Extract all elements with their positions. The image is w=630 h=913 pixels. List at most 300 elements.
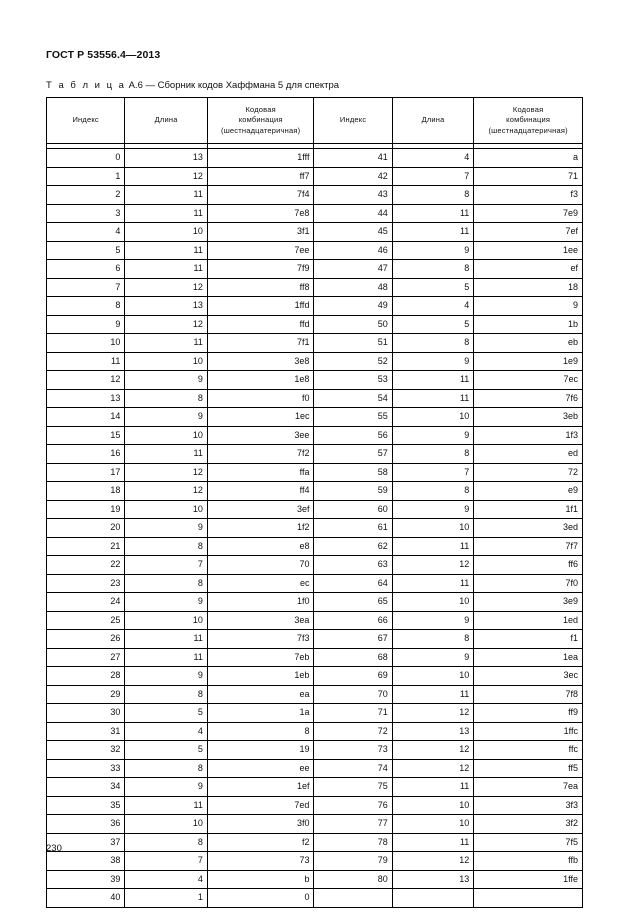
cell-code-left: 19 bbox=[207, 741, 314, 760]
cell-index-right: 50 bbox=[314, 315, 392, 334]
cell-index-right: 62 bbox=[314, 537, 392, 556]
cell-index-left: 25 bbox=[47, 611, 125, 630]
cell-length-right: 5 bbox=[392, 278, 473, 297]
cell-length-left: 4 bbox=[125, 870, 208, 889]
cell-code-left: f0 bbox=[207, 389, 314, 408]
cell-index-right: 70 bbox=[314, 685, 392, 704]
header-length-left: Длина bbox=[125, 98, 208, 144]
cell-index-left: 12 bbox=[47, 371, 125, 390]
cell-length-left: 10 bbox=[125, 352, 208, 371]
cell-index-left: 28 bbox=[47, 667, 125, 686]
cell-index-right: 59 bbox=[314, 482, 392, 501]
header-code-left bbox=[207, 98, 314, 144]
cell-code-right: 7f7 bbox=[474, 537, 583, 556]
table-row bbox=[47, 852, 583, 871]
cell-code-right: ff6 bbox=[474, 556, 583, 575]
cell-index-left: 13 bbox=[47, 389, 125, 408]
cell-index-left: 7 bbox=[47, 278, 125, 297]
header-length-right: Длина bbox=[392, 98, 473, 144]
cell-code-right: e9 bbox=[474, 482, 583, 501]
table-row bbox=[47, 167, 583, 186]
cell-index-right: 71 bbox=[314, 704, 392, 723]
table-row bbox=[47, 759, 583, 778]
cell-length-left: 8 bbox=[125, 833, 208, 852]
cell-length-right: 7 bbox=[392, 463, 473, 482]
cell-length-right: 8 bbox=[392, 334, 473, 353]
cell-index-left: 26 bbox=[47, 630, 125, 649]
cell-index-right: 58 bbox=[314, 463, 392, 482]
cell-code-left: ffa bbox=[207, 463, 314, 482]
cell-length-left: 7 bbox=[125, 556, 208, 575]
cell-code-right: 7ef bbox=[474, 223, 583, 242]
cell-length-right: 9 bbox=[392, 426, 473, 445]
table-header-row bbox=[47, 98, 583, 144]
table-row bbox=[47, 278, 583, 297]
cell-code-right: 3ed bbox=[474, 519, 583, 538]
cell-index-right: 60 bbox=[314, 500, 392, 519]
header-index-left: Индекс bbox=[47, 98, 125, 144]
cell-code-left: 1fff bbox=[207, 149, 314, 168]
cell-length-right: 5 bbox=[392, 315, 473, 334]
cell-length-right: 10 bbox=[392, 815, 473, 834]
cell-index-left: 22 bbox=[47, 556, 125, 575]
cell-code-right: eb bbox=[474, 334, 583, 353]
cell-index-right: 57 bbox=[314, 445, 392, 464]
cell-code-left: 1ef bbox=[207, 778, 314, 797]
cell-length-left: 13 bbox=[125, 297, 208, 316]
cell-code-right: 3ec bbox=[474, 667, 583, 686]
table-row bbox=[47, 593, 583, 612]
cell-length-right: 12 bbox=[392, 704, 473, 723]
header-code-line3: (шестнадцатеричная) bbox=[488, 125, 568, 135]
cell-code-right: ed bbox=[474, 445, 583, 464]
cell-length-left: 11 bbox=[125, 334, 208, 353]
cell-length-left: 11 bbox=[125, 648, 208, 667]
cell-index-left: 39 bbox=[47, 870, 125, 889]
cell-index-left: 32 bbox=[47, 741, 125, 760]
cell-length-left: 12 bbox=[125, 278, 208, 297]
cell-index-left: 18 bbox=[47, 482, 125, 501]
table-row bbox=[47, 796, 583, 815]
cell-code-right: 9 bbox=[474, 297, 583, 316]
cell-code-left: 8 bbox=[207, 722, 314, 741]
cell-index-right: 69 bbox=[314, 667, 392, 686]
cell-code-right: 7f6 bbox=[474, 389, 583, 408]
table-row bbox=[47, 722, 583, 741]
cell-code-left: ea bbox=[207, 685, 314, 704]
cell-length-left: 7 bbox=[125, 852, 208, 871]
header-code-line3: (шестнадцатеричная) bbox=[221, 125, 301, 135]
cell-length-left: 8 bbox=[125, 574, 208, 593]
cell-code-left: 3ef bbox=[207, 500, 314, 519]
cell-index-right: 48 bbox=[314, 278, 392, 297]
cell-length-left: 12 bbox=[125, 315, 208, 334]
cell-index-right: 46 bbox=[314, 241, 392, 260]
cell-code-left: 7f4 bbox=[207, 186, 314, 205]
cell-code-right: 1f3 bbox=[474, 426, 583, 445]
cell-index-right: 65 bbox=[314, 593, 392, 612]
cell-code-right: 1ee bbox=[474, 241, 583, 260]
cell-code-left: 1e8 bbox=[207, 371, 314, 390]
cell-code-right: 3f3 bbox=[474, 796, 583, 815]
cell-length-left: 8 bbox=[125, 685, 208, 704]
cell-index-left: 35 bbox=[47, 796, 125, 815]
cell-code-left: ff7 bbox=[207, 167, 314, 186]
cell-index-left: 11 bbox=[47, 352, 125, 371]
table-row bbox=[47, 223, 583, 242]
table-row bbox=[47, 574, 583, 593]
cell-code-right: 1f1 bbox=[474, 500, 583, 519]
cell-code-right: 18 bbox=[474, 278, 583, 297]
table-row bbox=[47, 741, 583, 760]
cell-length-right: 11 bbox=[392, 574, 473, 593]
table-row bbox=[47, 482, 583, 501]
cell-length-left: 10 bbox=[125, 426, 208, 445]
cell-code-right: 72 bbox=[474, 463, 583, 482]
cell-index-right: 75 bbox=[314, 778, 392, 797]
cell-index-left: 40 bbox=[47, 889, 125, 908]
cell-index-left: 14 bbox=[47, 408, 125, 427]
cell-length-right: 4 bbox=[392, 297, 473, 316]
cell-index-right: 78 bbox=[314, 833, 392, 852]
cell-length-right: 4 bbox=[392, 149, 473, 168]
cell-length-left: 5 bbox=[125, 741, 208, 760]
cell-index-right: 76 bbox=[314, 796, 392, 815]
cell-length-left: 12 bbox=[125, 167, 208, 186]
cell-length-left: 1 bbox=[125, 889, 208, 908]
cell-index-left: 2 bbox=[47, 186, 125, 205]
header-code-line2: комбинация bbox=[506, 115, 551, 125]
cell-index-right: 42 bbox=[314, 167, 392, 186]
cell-length-left: 10 bbox=[125, 223, 208, 242]
table-row bbox=[47, 445, 583, 464]
cell-index-right: 56 bbox=[314, 426, 392, 445]
cell-length-right: 8 bbox=[392, 630, 473, 649]
cell-code-left: ee bbox=[207, 759, 314, 778]
table-caption-text: А.6 — Сборник кодов Хаффмана 5 для спектра bbox=[125, 80, 340, 91]
cell-code-right: ef bbox=[474, 260, 583, 279]
cell-index-right: 68 bbox=[314, 648, 392, 667]
cell-length-right: 9 bbox=[392, 648, 473, 667]
table-row bbox=[47, 889, 583, 908]
cell-index-left: 36 bbox=[47, 815, 125, 834]
cell-code-left: 70 bbox=[207, 556, 314, 575]
table-row bbox=[47, 630, 583, 649]
cell-code-left: b bbox=[207, 870, 314, 889]
cell-code-left: 3e8 bbox=[207, 352, 314, 371]
header-code-line1: Кодовая bbox=[245, 105, 276, 115]
table-caption bbox=[46, 80, 339, 91]
cell-index-right: 66 bbox=[314, 611, 392, 630]
cell-code-right: 1ed bbox=[474, 611, 583, 630]
cell-index-left: 24 bbox=[47, 593, 125, 612]
cell-code-right: ffc bbox=[474, 741, 583, 760]
cell-length-left: 8 bbox=[125, 389, 208, 408]
cell-code-right: 7f8 bbox=[474, 685, 583, 704]
cell-code-right: ff9 bbox=[474, 704, 583, 723]
cell-code-left: 7f1 bbox=[207, 334, 314, 353]
table-row bbox=[47, 611, 583, 630]
cell-length-right: 13 bbox=[392, 722, 473, 741]
cell-length-right: 8 bbox=[392, 445, 473, 464]
cell-code-right: 71 bbox=[474, 167, 583, 186]
cell-index-right: 63 bbox=[314, 556, 392, 575]
table-row bbox=[47, 149, 583, 168]
table-row bbox=[47, 463, 583, 482]
cell-length-right: 8 bbox=[392, 260, 473, 279]
cell-length-right: 11 bbox=[392, 833, 473, 852]
cell-index-right: 61 bbox=[314, 519, 392, 538]
table-row bbox=[47, 815, 583, 834]
document-header: ГОСТ Р 53556.4—2013 bbox=[46, 49, 161, 61]
cell-index-left: 37 bbox=[47, 833, 125, 852]
table-row bbox=[47, 186, 583, 205]
cell-length-left: 10 bbox=[125, 500, 208, 519]
table-row bbox=[47, 778, 583, 797]
table-row bbox=[47, 519, 583, 538]
table-row bbox=[47, 537, 583, 556]
table-row bbox=[47, 371, 583, 390]
page-number: 230 bbox=[46, 843, 62, 854]
cell-length-left: 9 bbox=[125, 519, 208, 538]
cell-index-right: 52 bbox=[314, 352, 392, 371]
cell-length-right: 9 bbox=[392, 611, 473, 630]
cell-index-left: 21 bbox=[47, 537, 125, 556]
cell-length-left: 9 bbox=[125, 667, 208, 686]
cell-length-left: 11 bbox=[125, 186, 208, 205]
cell-index-left: 6 bbox=[47, 260, 125, 279]
cell-code-left: 1f2 bbox=[207, 519, 314, 538]
table-row bbox=[47, 556, 583, 575]
cell-length-right: 12 bbox=[392, 759, 473, 778]
cell-length-left: 11 bbox=[125, 796, 208, 815]
cell-length-right: 7 bbox=[392, 167, 473, 186]
cell-index-right: 55 bbox=[314, 408, 392, 427]
cell-length-left: 9 bbox=[125, 593, 208, 612]
cell-index-left: 29 bbox=[47, 685, 125, 704]
cell-code-left: 3f1 bbox=[207, 223, 314, 242]
cell-index-left: 30 bbox=[47, 704, 125, 723]
cell-length-right: 9 bbox=[392, 352, 473, 371]
cell-index-right: 80 bbox=[314, 870, 392, 889]
cell-code-right: 1ea bbox=[474, 648, 583, 667]
cell-code-left: 7ed bbox=[207, 796, 314, 815]
cell-length-left: 12 bbox=[125, 482, 208, 501]
cell-length-right: 12 bbox=[392, 741, 473, 760]
table-row bbox=[47, 408, 583, 427]
cell-index-left: 1 bbox=[47, 167, 125, 186]
cell-code-left: e8 bbox=[207, 537, 314, 556]
cell-code-right: 1ffe bbox=[474, 870, 583, 889]
cell-length-left: 11 bbox=[125, 630, 208, 649]
cell-length-right: 13 bbox=[392, 870, 473, 889]
cell-code-right: 3e9 bbox=[474, 593, 583, 612]
cell-code-left: ec bbox=[207, 574, 314, 593]
cell-code-right: 3eb bbox=[474, 408, 583, 427]
cell-index-right: 53 bbox=[314, 371, 392, 390]
cell-code-right: 7ec bbox=[474, 371, 583, 390]
cell-code-left: 0 bbox=[207, 889, 314, 908]
cell-length-right: 10 bbox=[392, 796, 473, 815]
cell-index-left: 23 bbox=[47, 574, 125, 593]
cell-length-right: 12 bbox=[392, 852, 473, 871]
table-row bbox=[47, 667, 583, 686]
cell-length-left: 9 bbox=[125, 778, 208, 797]
table-caption-prefix: Т а б л и ц а bbox=[46, 80, 126, 91]
cell-length-right: 9 bbox=[392, 241, 473, 260]
cell-index-left: 16 bbox=[47, 445, 125, 464]
cell-length-right: 11 bbox=[392, 685, 473, 704]
cell-index-right: 79 bbox=[314, 852, 392, 871]
cell-code-left: 73 bbox=[207, 852, 314, 871]
cell-length-left: 11 bbox=[125, 445, 208, 464]
header-index-right: Индекс bbox=[314, 98, 392, 144]
cell-index-right: 77 bbox=[314, 815, 392, 834]
cell-code-left: ff4 bbox=[207, 482, 314, 501]
cell-code-left: 1a bbox=[207, 704, 314, 723]
cell-code-left: 7e8 bbox=[207, 204, 314, 223]
cell-length-left: 12 bbox=[125, 463, 208, 482]
table-row bbox=[47, 241, 583, 260]
cell-code-left: 1eb bbox=[207, 667, 314, 686]
header-code-line2: комбинация bbox=[238, 115, 283, 125]
cell-code-right: f3 bbox=[474, 186, 583, 205]
cell-length-right: 11 bbox=[392, 537, 473, 556]
table-row bbox=[47, 648, 583, 667]
cell-length-left: 10 bbox=[125, 611, 208, 630]
table-row bbox=[47, 685, 583, 704]
cell-index-left: 4 bbox=[47, 223, 125, 242]
cell-index-left: 5 bbox=[47, 241, 125, 260]
cell-index-right bbox=[314, 889, 392, 908]
cell-length-right: 12 bbox=[392, 556, 473, 575]
cell-code-left: 7eb bbox=[207, 648, 314, 667]
cell-code-left: 1f0 bbox=[207, 593, 314, 612]
cell-index-left: 20 bbox=[47, 519, 125, 538]
cell-index-left: 0 bbox=[47, 149, 125, 168]
cell-index-right: 44 bbox=[314, 204, 392, 223]
cell-index-right: 41 bbox=[314, 149, 392, 168]
cell-length-left: 9 bbox=[125, 408, 208, 427]
cell-code-right: 3f2 bbox=[474, 815, 583, 834]
cell-length-left: 10 bbox=[125, 815, 208, 834]
cell-index-right: 45 bbox=[314, 223, 392, 242]
cell-index-left: 33 bbox=[47, 759, 125, 778]
table-row bbox=[47, 389, 583, 408]
table-row bbox=[47, 204, 583, 223]
cell-index-left: 3 bbox=[47, 204, 125, 223]
cell-length-left: 4 bbox=[125, 722, 208, 741]
cell-length-right: 10 bbox=[392, 593, 473, 612]
cell-code-right: 7ea bbox=[474, 778, 583, 797]
cell-code-left: 3ea bbox=[207, 611, 314, 630]
cell-index-left: 31 bbox=[47, 722, 125, 741]
cell-code-left: 3ee bbox=[207, 426, 314, 445]
cell-code-right: ff5 bbox=[474, 759, 583, 778]
cell-code-left: f2 bbox=[207, 833, 314, 852]
table-row bbox=[47, 352, 583, 371]
cell-code-left: 7f2 bbox=[207, 445, 314, 464]
cell-code-right: 1e9 bbox=[474, 352, 583, 371]
cell-code-left: 7f3 bbox=[207, 630, 314, 649]
cell-code-right: f1 bbox=[474, 630, 583, 649]
cell-length-right: 8 bbox=[392, 482, 473, 501]
cell-length-left: 9 bbox=[125, 371, 208, 390]
cell-index-left: 15 bbox=[47, 426, 125, 445]
cell-index-right: 43 bbox=[314, 186, 392, 205]
table-row bbox=[47, 334, 583, 353]
cell-length-left: 11 bbox=[125, 204, 208, 223]
cell-length-right: 11 bbox=[392, 204, 473, 223]
cell-index-left: 38 bbox=[47, 852, 125, 871]
cell-code-left: 7ee bbox=[207, 241, 314, 260]
cell-code-right: a bbox=[474, 149, 583, 168]
table-row bbox=[47, 297, 583, 316]
cell-length-right: 11 bbox=[392, 223, 473, 242]
table-row bbox=[47, 704, 583, 723]
cell-length-right bbox=[392, 889, 473, 908]
cell-code-left: 1ec bbox=[207, 408, 314, 427]
cell-index-left: 10 bbox=[47, 334, 125, 353]
cell-index-left: 27 bbox=[47, 648, 125, 667]
cell-length-left: 11 bbox=[125, 260, 208, 279]
cell-index-right: 72 bbox=[314, 722, 392, 741]
cell-code-right: 7f5 bbox=[474, 833, 583, 852]
cell-index-right: 67 bbox=[314, 630, 392, 649]
cell-length-left: 8 bbox=[125, 537, 208, 556]
cell-code-right: 7e9 bbox=[474, 204, 583, 223]
cell-index-right: 49 bbox=[314, 297, 392, 316]
cell-length-right: 9 bbox=[392, 500, 473, 519]
cell-length-left: 8 bbox=[125, 759, 208, 778]
cell-index-right: 51 bbox=[314, 334, 392, 353]
table-row bbox=[47, 260, 583, 279]
table-row bbox=[47, 426, 583, 445]
cell-code-left: 3f0 bbox=[207, 815, 314, 834]
header-code-right bbox=[474, 98, 583, 144]
cell-code-left: 1ffd bbox=[207, 297, 314, 316]
cell-length-left: 5 bbox=[125, 704, 208, 723]
cell-code-right bbox=[474, 889, 583, 908]
cell-code-right: 7f0 bbox=[474, 574, 583, 593]
cell-length-right: 11 bbox=[392, 778, 473, 797]
cell-length-right: 10 bbox=[392, 519, 473, 538]
cell-index-left: 34 bbox=[47, 778, 125, 797]
cell-index-left: 17 bbox=[47, 463, 125, 482]
cell-index-right: 54 bbox=[314, 389, 392, 408]
cell-index-right: 47 bbox=[314, 260, 392, 279]
cell-index-right: 64 bbox=[314, 574, 392, 593]
table-row bbox=[47, 870, 583, 889]
cell-code-right: ffb bbox=[474, 852, 583, 871]
table-row bbox=[47, 833, 583, 852]
cell-length-right: 8 bbox=[392, 186, 473, 205]
table-row bbox=[47, 315, 583, 334]
cell-index-right: 74 bbox=[314, 759, 392, 778]
cell-length-left: 13 bbox=[125, 149, 208, 168]
cell-code-left: ff8 bbox=[207, 278, 314, 297]
cell-index-right: 73 bbox=[314, 741, 392, 760]
huffman-codebook-table bbox=[46, 97, 583, 908]
cell-index-left: 8 bbox=[47, 297, 125, 316]
cell-length-right: 10 bbox=[392, 408, 473, 427]
header-code-line1: Кодовая bbox=[512, 105, 544, 115]
cell-code-right: 1b bbox=[474, 315, 583, 334]
cell-length-left: 11 bbox=[125, 241, 208, 260]
cell-length-right: 11 bbox=[392, 371, 473, 390]
cell-code-left: 7f9 bbox=[207, 260, 314, 279]
cell-code-left: ffd bbox=[207, 315, 314, 334]
